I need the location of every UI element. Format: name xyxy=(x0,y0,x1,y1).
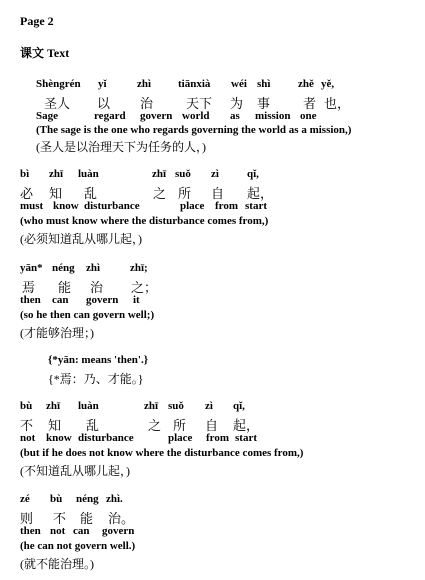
pinyin-word: zhī xyxy=(144,400,159,412)
chinese-translation: (不知道乱从哪儿起，) xyxy=(20,464,130,478)
chinese-translation: (必须知道乱从哪儿起，) xyxy=(20,232,142,246)
pinyin-word: yě, xyxy=(321,78,335,90)
english-translation: (but if he does not know where the disturbance comes from,) xyxy=(20,447,304,459)
chinese-translation: (圣人是以治理天下为任务的人，) xyxy=(36,140,206,154)
pinyin-word: suǒ xyxy=(175,168,191,180)
hanzi-word: 自 xyxy=(211,186,225,201)
hanzi-word: 能 xyxy=(58,280,72,295)
pinyin-word: bù xyxy=(50,493,63,505)
pinyin-word: shì xyxy=(257,78,271,90)
pinyin-word: Shèngrén xyxy=(36,78,81,90)
gloss-word: regard xyxy=(94,110,126,122)
pinyin-word: zé xyxy=(20,493,30,505)
gloss-word: know xyxy=(46,432,72,444)
pinyin-word: zhī; xyxy=(130,262,148,274)
pinyin-word: zhī xyxy=(46,400,61,412)
english-translation: (so he then can govern well;) xyxy=(20,309,155,321)
gloss-word: disturbance xyxy=(78,432,134,444)
gloss-word: Sage xyxy=(36,110,58,122)
hanzi-word: 为 xyxy=(230,96,244,111)
hanzi-word: 起， xyxy=(247,186,274,201)
pinyin-word: zhì xyxy=(137,78,152,90)
pinyin-word: wéi xyxy=(231,78,247,90)
pinyin-word: zì xyxy=(211,168,219,180)
pinyin-word: tiānxià xyxy=(178,78,211,90)
gloss-word: govern xyxy=(102,525,135,537)
pinyin-word: luàn xyxy=(78,400,99,412)
pinyin-word: zhī xyxy=(49,168,64,180)
hanzi-word: 圣人 xyxy=(44,96,71,111)
hanzi-word: 之； xyxy=(131,280,158,295)
gloss-word: not xyxy=(20,432,36,444)
gloss-word: mission xyxy=(255,110,291,122)
pinyin-word: zhī xyxy=(152,168,167,180)
pinyin-word: néng xyxy=(76,493,99,505)
pinyin-word: zhì xyxy=(86,262,101,274)
footnote-english: {*yān: means 'then'.} xyxy=(48,354,149,366)
pinyin-word: zhě xyxy=(298,78,314,90)
hanzi-word: 所 xyxy=(178,186,192,201)
gloss-word: can xyxy=(52,294,69,306)
hanzi-word: 乱 xyxy=(84,186,98,201)
hanzi-word: 起， xyxy=(233,418,260,433)
pinyin-word: luàn xyxy=(78,168,99,180)
hanzi-word: 者 xyxy=(303,96,317,111)
hanzi-word: 自 xyxy=(205,418,219,433)
pinyin-word: bù xyxy=(20,400,33,412)
gloss-word: as xyxy=(230,110,240,122)
gloss-word: world xyxy=(182,110,210,122)
gloss-word: then xyxy=(20,525,41,537)
chinese-translation: (就不能治理。) xyxy=(20,557,94,571)
hanzi-word: 也， xyxy=(324,96,351,111)
gloss-word: one xyxy=(300,110,317,122)
hanzi-word: 之 xyxy=(153,186,167,201)
hanzi-word: 则 xyxy=(20,511,34,526)
hanzi-word: 之 xyxy=(148,418,162,433)
english-translation: (he can not govern well.) xyxy=(20,540,136,552)
hanzi-word: 事 xyxy=(257,96,271,111)
pinyin-word: qǐ, xyxy=(233,400,245,412)
hanzi-word: 必 xyxy=(20,186,34,201)
chinese-translation: (才能够治理；) xyxy=(20,326,94,340)
gloss-word: from xyxy=(215,200,239,212)
page-label: Page 2 xyxy=(20,14,54,28)
gloss-word: govern xyxy=(140,110,173,122)
pinyin-word: bì xyxy=(20,168,30,180)
gloss-word: start xyxy=(245,200,267,212)
gloss-word: start xyxy=(235,432,257,444)
gloss-word: can xyxy=(73,525,90,537)
pinyin-word: zhì. xyxy=(106,493,123,505)
hanzi-word: 所 xyxy=(173,418,187,433)
hanzi-word: 治 xyxy=(90,280,104,295)
gloss-word: disturbance xyxy=(84,200,140,212)
hanzi-word: 以 xyxy=(97,96,111,111)
pinyin-word: suǒ xyxy=(168,400,184,412)
pinyin-word: néng xyxy=(52,262,75,274)
gloss-word: place xyxy=(168,432,193,444)
gloss-word: place xyxy=(180,200,205,212)
hanzi-word: 不 xyxy=(53,511,67,526)
gloss-word: it xyxy=(133,294,140,306)
pinyin-word: qǐ, xyxy=(247,168,259,180)
gloss-word: not xyxy=(50,525,66,537)
gloss-word: govern xyxy=(86,294,119,306)
hanzi-word: 天下 xyxy=(186,96,213,111)
section-heading: 课文 Text xyxy=(20,46,70,60)
english-translation: (The sage is the one who regards governing the world as a mission,) xyxy=(36,124,352,136)
hanzi-word: 知 xyxy=(48,418,62,433)
english-translation: (who must know where the disturbance comes from,) xyxy=(20,215,269,227)
hanzi-word: 知 xyxy=(49,186,63,201)
pinyin-word: yǐ xyxy=(98,78,107,90)
gloss-word: know xyxy=(53,200,79,212)
gloss-word: then xyxy=(20,294,41,306)
hanzi-word: 焉 xyxy=(22,280,36,295)
hanzi-word: 能 xyxy=(80,511,94,526)
hanzi-word: 治。 xyxy=(108,511,135,526)
gloss-word: must xyxy=(20,200,44,212)
footnote-chinese: {*焉：乃、才能。} xyxy=(48,372,144,386)
gloss-word: from xyxy=(206,432,230,444)
hanzi-word: 乱 xyxy=(86,418,100,433)
pinyin-word: zì xyxy=(205,400,213,412)
hanzi-word: 不 xyxy=(20,418,34,433)
hanzi-word: 治 xyxy=(140,96,154,111)
pinyin-word: yān* xyxy=(20,262,43,274)
